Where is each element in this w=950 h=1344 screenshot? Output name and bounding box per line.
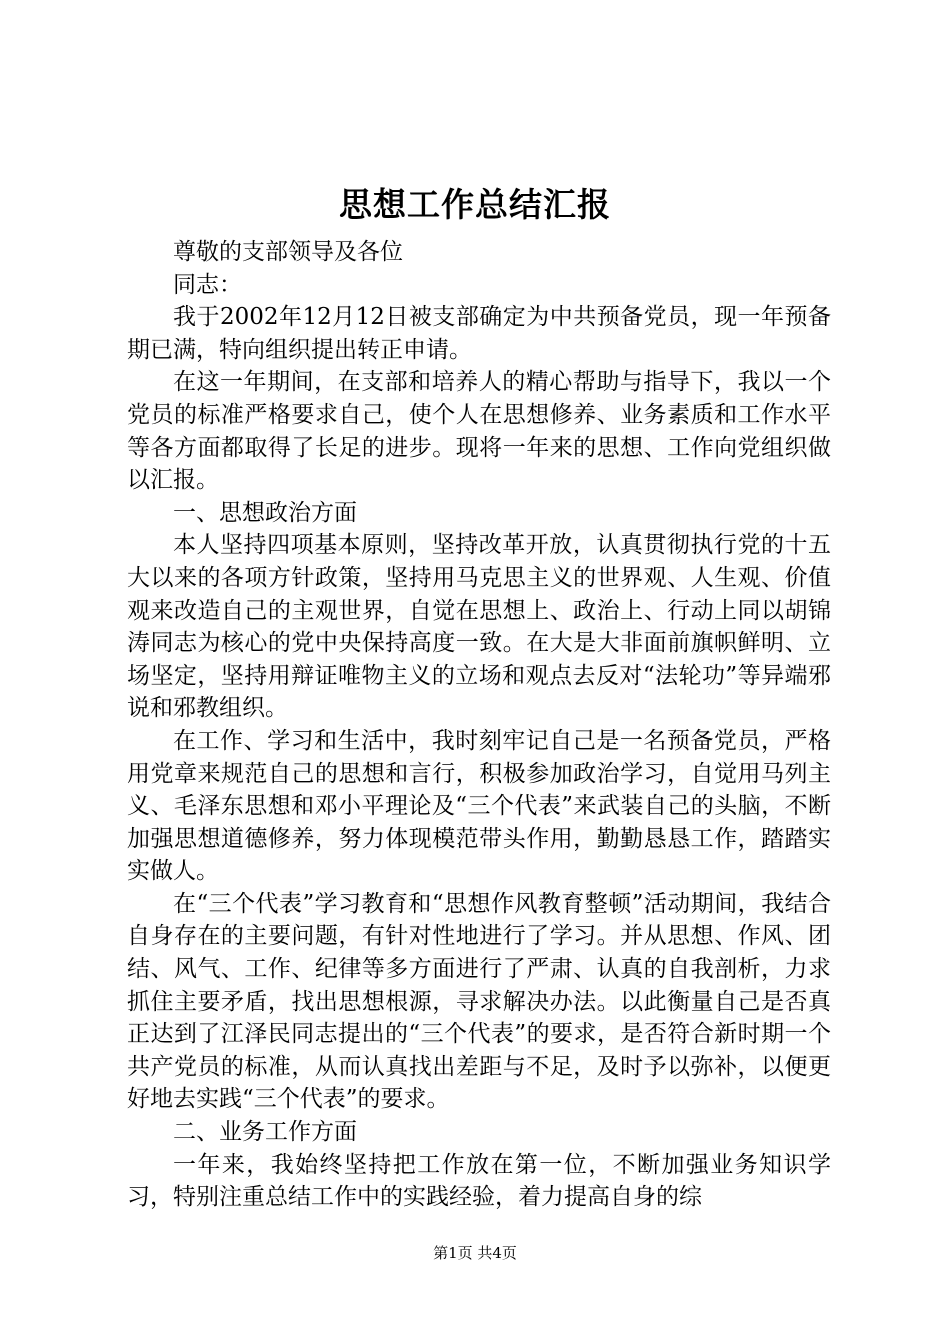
paragraph: 一年来，我始终坚持把工作放在第一位，不断加强业务知识学习，特别注重总结工作中的实践经验，着力提高自身的综 xyxy=(127,1151,831,1211)
page-footer: 第1页 共4页 xyxy=(433,1244,517,1262)
paragraph: 在工作、学习和生活中，我时刻牢记自己是一名预备党员，严格用党章来规范自己的思想和言行，积极参加政治学习，自觉用马列主义、毛泽东思想和邓小平理论及“三个代表”来武装自己的头脑，不断加强思想道德修养，努力体现模范带头作用，勤勤恳恳工作，踏踏实实做人。 xyxy=(127,727,831,885)
document-body xyxy=(127,236,831,1214)
section-heading: 二、业务工作方面 xyxy=(173,1119,357,1146)
paragraph: 在“三个代表”学习教育和“思想作风教育整顿”活动期间，我结合自身存在的主要问题，有针对性地进行了学习。并从思想、作风、团结、风气、工作、纪律等多方面进行了严肃、认真的自我剖析，力求抓住主要矛盾，找出思想根源，寻求解决办法。以此衡量自己是否真正达到了江泽民同志提出的“三个代表”的要求，是否符合新时期一个共产党员的标准，从而认真找出差距与不足，及时予以弥补，以便更好地去实践“三个代表”的要求。 xyxy=(127,890,831,1113)
paragraph: 我于2002年12月12日被支部确定为中共预备党员，现一年预备期已满，特向组织提出转正申请。 xyxy=(127,304,831,363)
salutation-line-2: 同志： xyxy=(173,271,242,298)
paragraph: 本人坚持四项基本原则，坚持改革开放，认真贯彻执行党的十五大以来的各项方针政策，坚持用马克思主义的世界观、人生观、价值观来改造自己的主观世界，自觉在思想上、政治上、行动上同以胡锦涛同志为核心的党中央保持高度一致。在大是大非面前旗帜鲜明、立场坚定，坚持用辩证唯物主义的立场和观点去反对“法轮功”等异端邪说和邪教组织。 xyxy=(127,532,831,722)
document-title: 思想工作总结汇报 xyxy=(339,185,611,224)
section-heading: 一、思想政治方面 xyxy=(173,499,357,526)
salutation-line-1: 尊敬的支部领导及各位 xyxy=(173,239,403,265)
paragraph: 在这一年期间，在支部和培养人的精心帮助与指导下，我以一个党员的标准严格要求自己，使个人在思想修养、业务素质和工作水平等各方面都取得了长足的进步。现将一年来的思想、工作向党组织做以汇报。 xyxy=(127,369,831,494)
